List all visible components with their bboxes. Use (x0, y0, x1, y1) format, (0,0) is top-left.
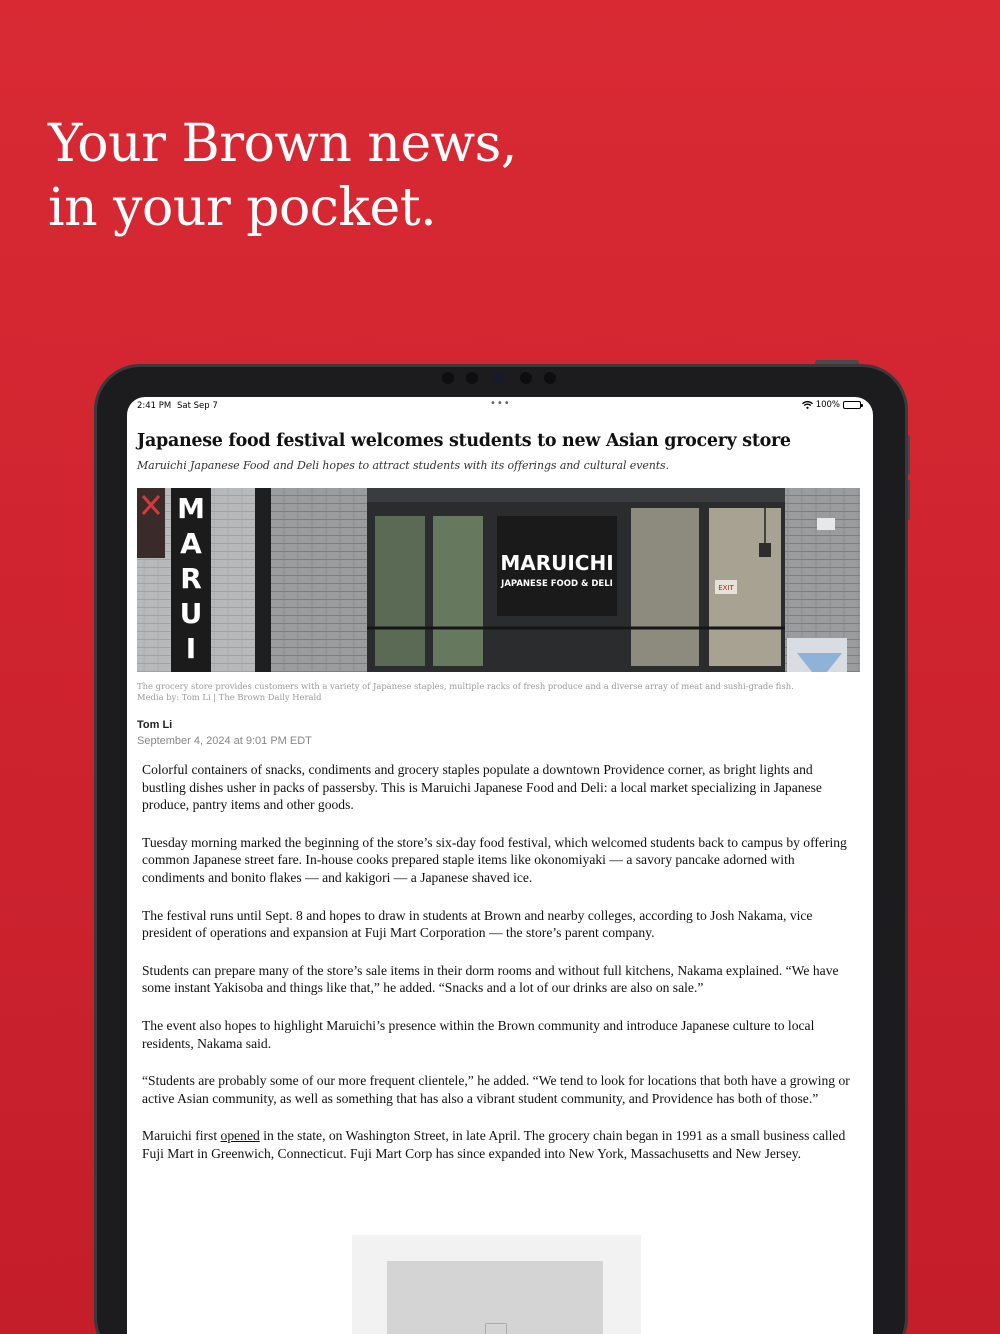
opened-link[interactable]: opened (220, 1128, 260, 1144)
ad-image-placeholder (387, 1261, 603, 1334)
promo-headline-line2: in your pocket. (48, 178, 437, 238)
sensor-dot (442, 372, 454, 384)
store-sign-text: MARUICHI (500, 551, 614, 575)
svg-text:R: R (180, 562, 202, 595)
article-subtitle: Maruichi Japanese Food and Deli hopes to attract students with its offerings and cultural events. (137, 459, 669, 472)
exit-sign-text: EXIT (718, 584, 734, 592)
photo-caption (137, 681, 860, 703)
ad-placeholder[interactable] (352, 1235, 641, 1334)
status-date: Sat Sep 7 (177, 401, 218, 411)
battery-percent: 100% (815, 400, 840, 410)
multitasking-dots-icon[interactable]: ••• (490, 398, 511, 409)
article-paragraph: Tuesday morning marked the beginning of the store’s six-day food festival, which welcomed students back to campus by offering common Japanese street fare. In-house cooks prepared staple items like okonomiyaki — a savory pancake adorned with condiments and bonito flakes — and kakigori — a Japanese shaved ice. (142, 834, 847, 885)
svg-text:I: I (185, 632, 197, 665)
svg-text:U: U (179, 597, 203, 630)
photo-caption-text: The grocery store provides customers with a variety of Japanese staples, multiple racks of fresh produce and a diverse array of meat and sushi-grade fish. (137, 681, 794, 691)
app-screen (127, 397, 873, 1334)
front-camera-icon (493, 372, 505, 384)
sensor-dot (466, 372, 478, 384)
store-sign-subtext: JAPANESE FOOD & DELI (501, 579, 613, 589)
status-time: 2:41 PM (137, 401, 172, 411)
promo-headline (48, 112, 517, 240)
article-paragraph: Students can prepare many of the store’s sale items in their dorm rooms and without full kitchens, Nakama explained. “We have some instant Yakisoba and things like that,” he added. “Snacks and a lot of our drinks are also on sale.” (142, 962, 839, 996)
status-indicators (802, 400, 861, 410)
article-photo[interactable] (137, 488, 860, 672)
image-placeholder-icon (485, 1323, 507, 1334)
article-paragraph: “Students are probably some of our more frequent clientele,” he added. “We tend to look for locations that both have a growing or active Asian community, as well as something that has also a vibrant student community, and Providence has both of those.” (142, 1073, 850, 1106)
status-bar (127, 397, 873, 415)
vertical-sign-letter-1: M (177, 492, 205, 525)
article-paragraph: The event also hopes to highlight Maruichi’s presence within the Brown community and introduce Japanese culture to local residents, Nakama said. (142, 1017, 815, 1051)
photo-credit: Media by: Tom Li | The Brown Daily Herald (137, 692, 322, 702)
sensor-dot (520, 372, 532, 384)
paragraph-text: Maruichi first (142, 1128, 221, 1144)
battery-icon (843, 401, 861, 409)
promo-headline-line1: Your Brown news, (48, 114, 517, 174)
article-paragraph: Colorful containers of snacks, condiments and grocery staples populate a downtown Providence corner, as bright lights and bustling dishes usher in packs of passersby. This is Maruichi Japanese Food and Deli: a local market specializing in Japanese produce, pantry items and other goods. (142, 762, 822, 813)
paragraph-text: in the state, on Washington Street, in late April. The grocery chain began in 1991 as a small business called Fuji Mart in Greenwich, Connecticut. Fuji Mart Corp has since expanded into New York, Massachusetts and New Jersey. (142, 1128, 846, 1161)
wifi-icon (802, 401, 813, 409)
sensor-dot (544, 372, 556, 384)
article-title: Japanese food festival welcomes students to new Asian grocery store (137, 431, 791, 451)
article-paragraph: The festival runs until Sept. 8 and hopes to draw in students at Brown and nearby colleges, according to Josh Nakama, vice president of operations and expansion at Fuji Mart Corporation — the store’s parent company. (142, 907, 813, 941)
article-author[interactable]: Tom Li (137, 719, 173, 731)
svg-text:A: A (180, 527, 202, 560)
storefront-illustration (137, 488, 860, 672)
article-paragraph-last (142, 1127, 854, 1162)
article-date: September 4, 2024 at 9:01 PM EDT (137, 735, 312, 747)
article-body (142, 761, 854, 1183)
